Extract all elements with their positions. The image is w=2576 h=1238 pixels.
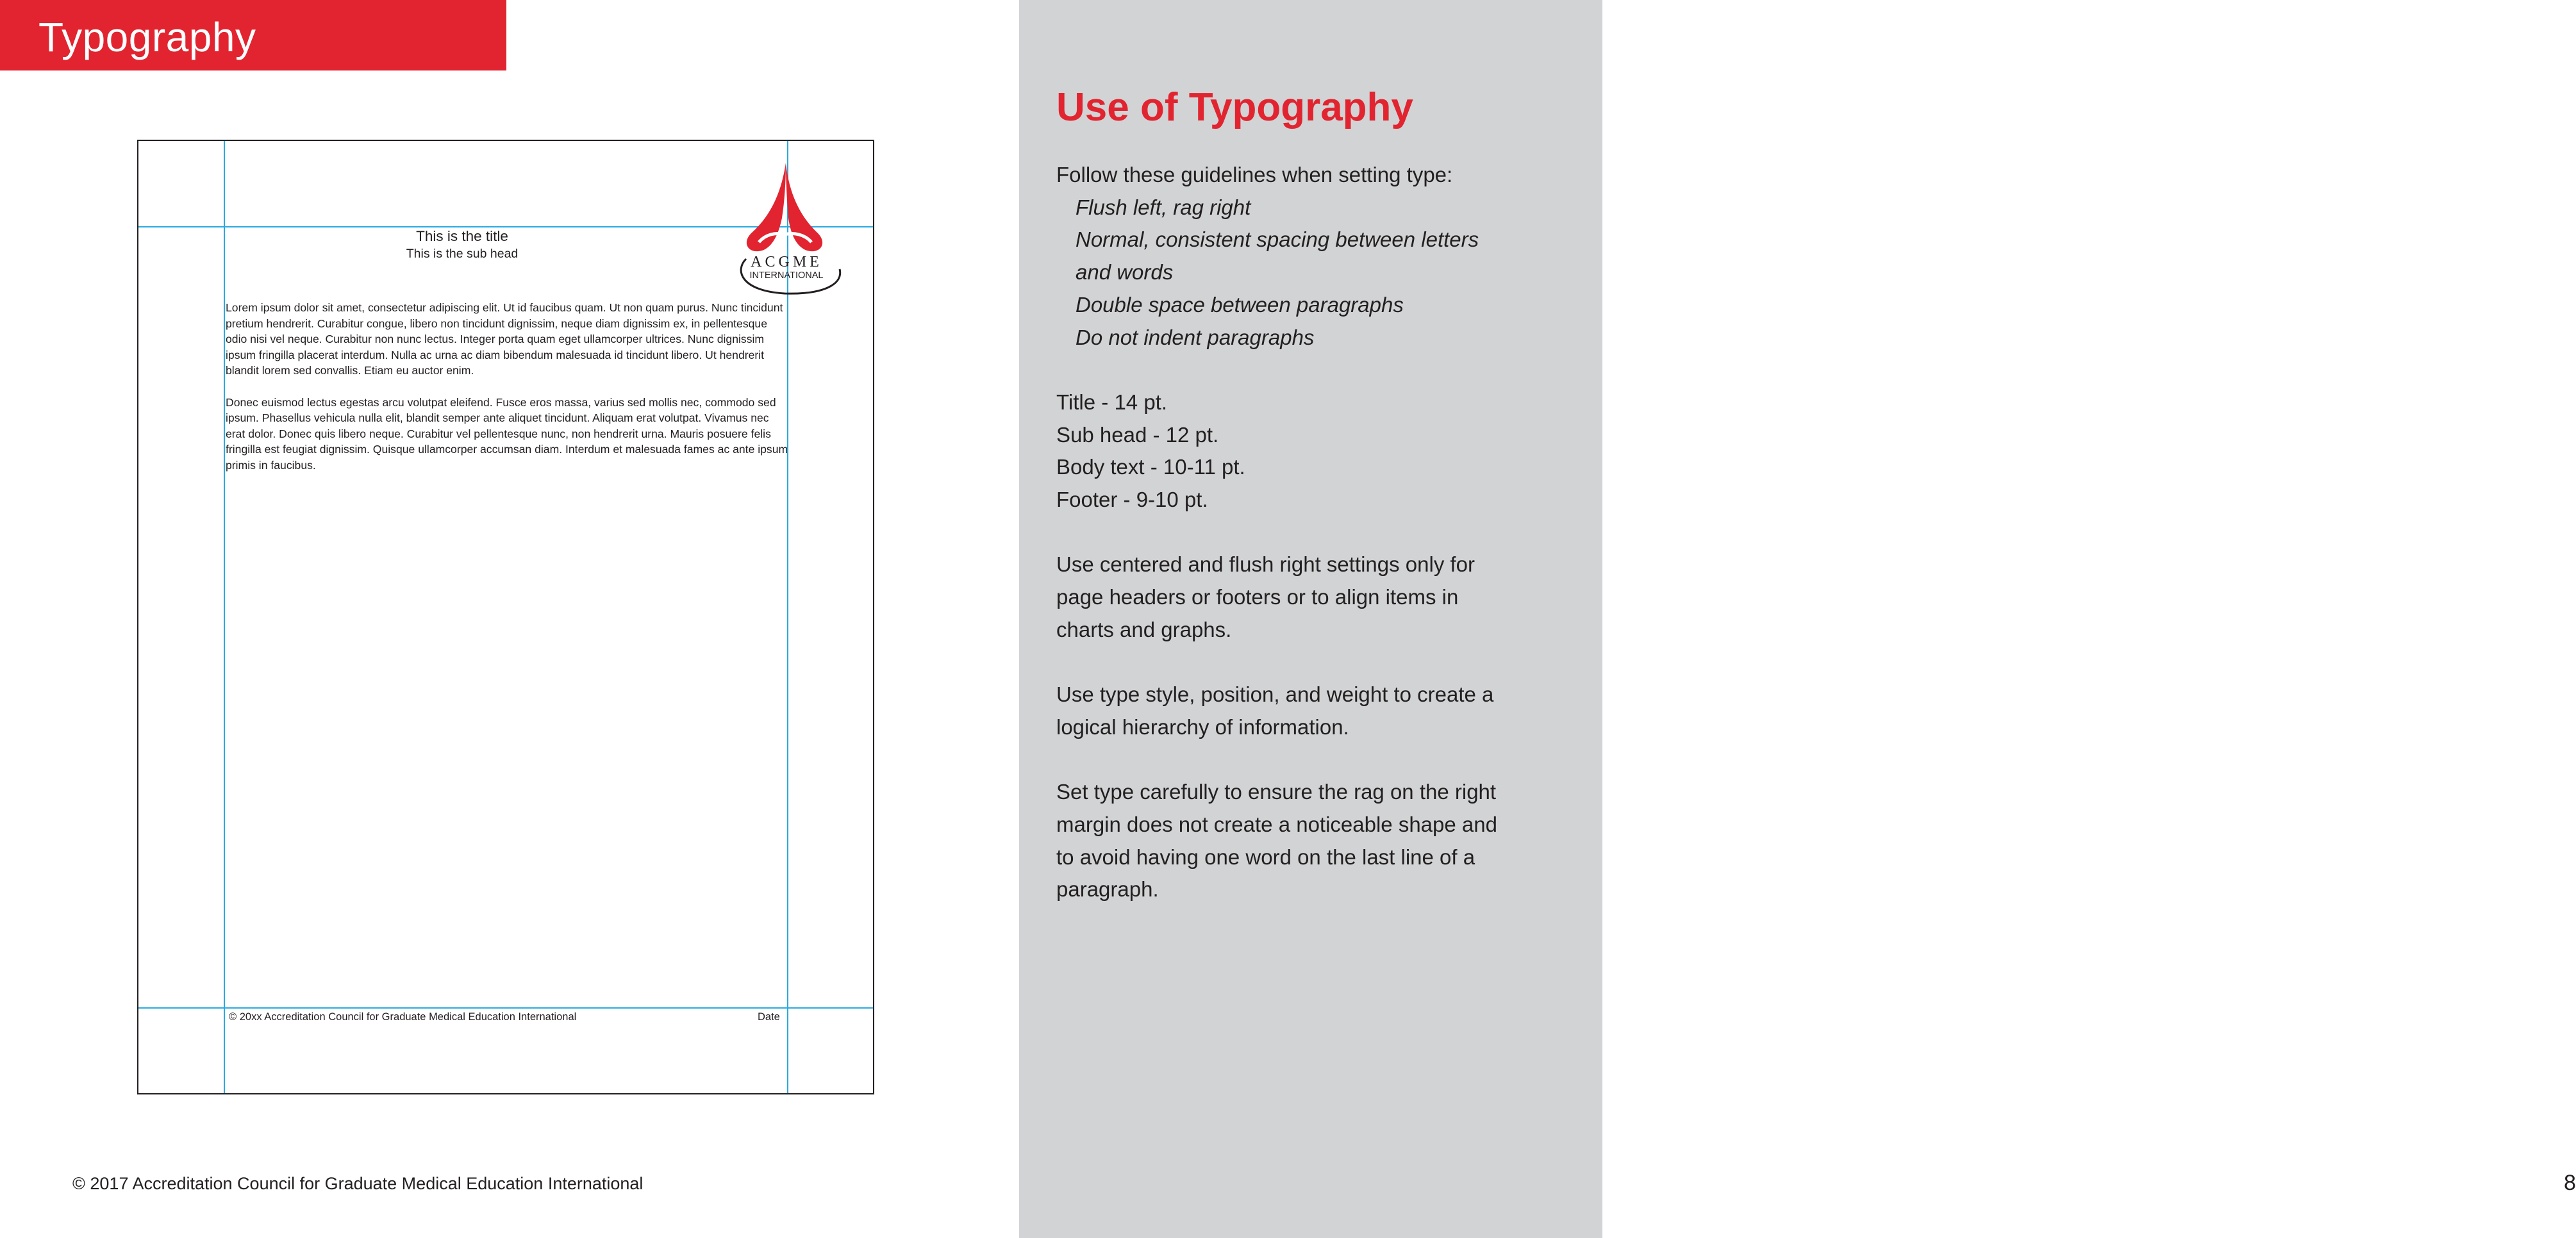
size-spec: Body text - 10-11 pt.	[1056, 455, 1245, 479]
panel-paragraph-line: charts and graphs.	[1056, 617, 1232, 641]
panel-paragraph-line: logical hierarchy of information.	[1056, 714, 1349, 739]
panel-paragraph-line: Use centered and flush right settings only for	[1056, 552, 1475, 577]
panel-body	[1056, 159, 1582, 906]
acgme-logo-icon	[733, 163, 842, 291]
logo-subline: INTERNATIONAL	[749, 270, 824, 281]
mockup-title: This is the title	[416, 228, 508, 244]
guideline-item: Double space between paragraphs	[1076, 292, 1404, 317]
page-footer-copyright: © 2017 Accreditation Council for Graduate Medical Education International	[72, 1174, 644, 1193]
section-header-tab	[0, 0, 506, 70]
size-spec: Title - 14 pt.	[1056, 390, 1168, 414]
panel-paragraph-line: Use type style, position, and weight to create a	[1056, 682, 1494, 707]
guide-left-margin	[224, 141, 225, 1093]
panel-paragraph-line: to avoid having one word on the last line of a	[1056, 845, 1475, 869]
guideline-item: Normal, consistent spacing between letters	[1076, 227, 1479, 252]
mockup-footer-date: Date	[758, 1011, 780, 1023]
panel-paragraph-line: paragraph.	[1056, 877, 1159, 902]
panel-intro: Follow these guidelines when setting type:	[1056, 163, 1453, 186]
letter-layout-mockup	[137, 140, 874, 1094]
acgme-logo	[733, 163, 842, 291]
guideline-item: Do not indent paragraphs	[1076, 325, 1315, 349]
logo-wordmark: ACGME	[751, 254, 822, 270]
panel-paragraph-line: margin does not create a noticeable shape and	[1056, 813, 1497, 836]
mockup-body-paragraph: Donec euismod lectus egestas arcu volutpat eleifend. Fusce eros massa, varius sed mollis nec, commodo sed ipsum. Phasellus vehicula nulla elit, blandit semper ante aliquet tincidunt. Aliquam erat volutpat. Vivamus nec erat dolor. Donec quis libero neque. Curabitur vel pellentesque nunc, non hendrerit urna. Mauris posuere felis fringilla est feugiat dignissim. Quisque ullamcorper accumsan diam. Interdum et malesuada fames ac ante ipsum primis in faucibus.	[226, 395, 788, 472]
section-header-label: Typography	[38, 14, 256, 60]
panel-paragraph-line: Set type carefully to ensure the rag on the right	[1056, 780, 1497, 804]
panel-paragraph-line: page headers or footers or to align items in	[1056, 585, 1459, 609]
mockup-body-paragraph: Lorem ipsum dolor sit amet, consectetur adipiscing elit. Ut id faucibus quam. Ut non quam purus. Nunc tincidunt pretium hendrerit. Curabitur congue, libero non tincidunt dignissim, neque diam dignissim ex, in pellentesque odio nisi vel neque. Curabitur non nunc lectus. Integer porta quam eget ullamcorper ultrices. Nunc dignissim ipsum fringilla placerat interdum. Nulla ac urna ac diam bibendum malesuada id tincidunt libero. Ut hendrerit blandit lorem sed convallis. Etiam eu auctor enim.	[226, 301, 783, 377]
size-spec: Footer - 9-10 pt.	[1056, 488, 1208, 512]
mockup-footer-copyright: © 20xx Accreditation Council for Graduate Medical Education International	[229, 1011, 577, 1023]
guideline-item: and words	[1076, 260, 1174, 285]
mockup-subhead: This is the sub head	[406, 247, 519, 261]
panel-title: Use of Typography	[1056, 85, 1413, 129]
guidelines-panel	[1019, 0, 2576, 1238]
page-number: 8	[2564, 1171, 2576, 1195]
guide-bottom-margin	[138, 1007, 873, 1009]
size-spec: Sub head - 12 pt.	[1056, 422, 1219, 447]
guideline-item: Flush left, rag right	[1076, 195, 1251, 219]
mockup-body-text	[226, 300, 790, 489]
